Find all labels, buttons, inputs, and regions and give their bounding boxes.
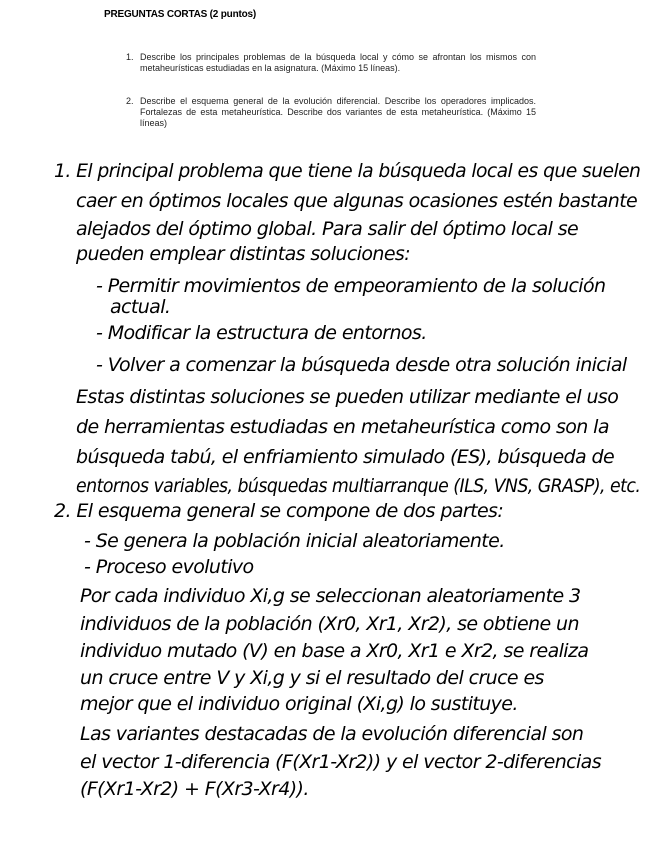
answer-line: - Volver a comenzar la búsqueda desde otra solución inicial — [96, 354, 627, 376]
answer-line: entornos variables, búsquedas multiarranque (ILS, VNS, GRASP), etc. — [76, 475, 641, 497]
question-1 — [126, 52, 536, 74]
answer-line: Las variantes destacadas de la evolución diferencial son — [80, 723, 584, 745]
answer-line: - Proceso evolutivo — [84, 556, 254, 578]
answer-line: Por cada individuo Xi,g se seleccionan aleatoriamente 3 — [80, 585, 581, 607]
question-text: Describe los principales problemas de la búsqueda local y cómo se afrontan los mismos con metaheurísticas estudiadas en la asignatura. (Máximo 15 líneas). — [140, 52, 536, 73]
answer-line: 2. El esquema general se compone de dos partes: — [54, 500, 504, 522]
answer-line: mejor que el individuo original (Xi,g) lo sustituye. — [80, 693, 518, 715]
answer-line: actual. — [110, 296, 171, 318]
question-2 — [126, 96, 536, 129]
answer-line: el vector 1-diferencia (F(Xr1-Xr2)) y el vector 2-diferencias — [80, 751, 602, 773]
answer-line: de herramientas estudiadas en metaheurística como son la — [76, 416, 609, 438]
answer-line: individuo mutado (V) en base a Xr0, Xr1 e Xr2, se realiza — [80, 640, 589, 662]
answer-line: (F(Xr1-Xr2) + F(Xr3-Xr4)). — [80, 778, 309, 800]
answer-line: 1. El principal problema que tiene la búsqueda local es que suelen — [54, 160, 641, 182]
answer-line: Estas distintas soluciones se pueden utilizar mediante el uso — [76, 386, 619, 408]
answer-line: pueden emplear distintas soluciones: — [76, 243, 411, 265]
answer-line: - Se genera la población inicial aleatoriamente. — [84, 530, 505, 552]
answer-line: alejados del óptimo global. Para salir del óptimo local se — [76, 218, 579, 240]
answer-line: un cruce entre V y Xi,g y si el resultado del cruce es — [80, 667, 544, 689]
section-title: PREGUNTAS CORTAS (2 puntos) — [104, 9, 257, 20]
answer-line: - Permitir movimientos de empeoramiento de la solución — [96, 275, 606, 297]
question-number: 2. — [126, 96, 134, 106]
question-text: Describe el esquema general de la evolución diferencial. Describe los operadores implicados. Fortalezas de esta metaheurística. Describe dos variantes de esta metaheurística. (Máximo 15 líneas) — [140, 96, 536, 128]
answer-line: búsqueda tabú, el enfriamiento simulado (ES), búsqueda de — [76, 446, 615, 468]
question-number: 1. — [126, 52, 134, 62]
answer-line: caer en óptimos locales que algunas ocasiones estén bastante — [76, 190, 638, 212]
answer-line: - Modificar la estructura de entornos. — [96, 322, 427, 344]
answer-line: individuos de la población (Xr0, Xr1, Xr2), se obtiene un — [80, 613, 579, 635]
